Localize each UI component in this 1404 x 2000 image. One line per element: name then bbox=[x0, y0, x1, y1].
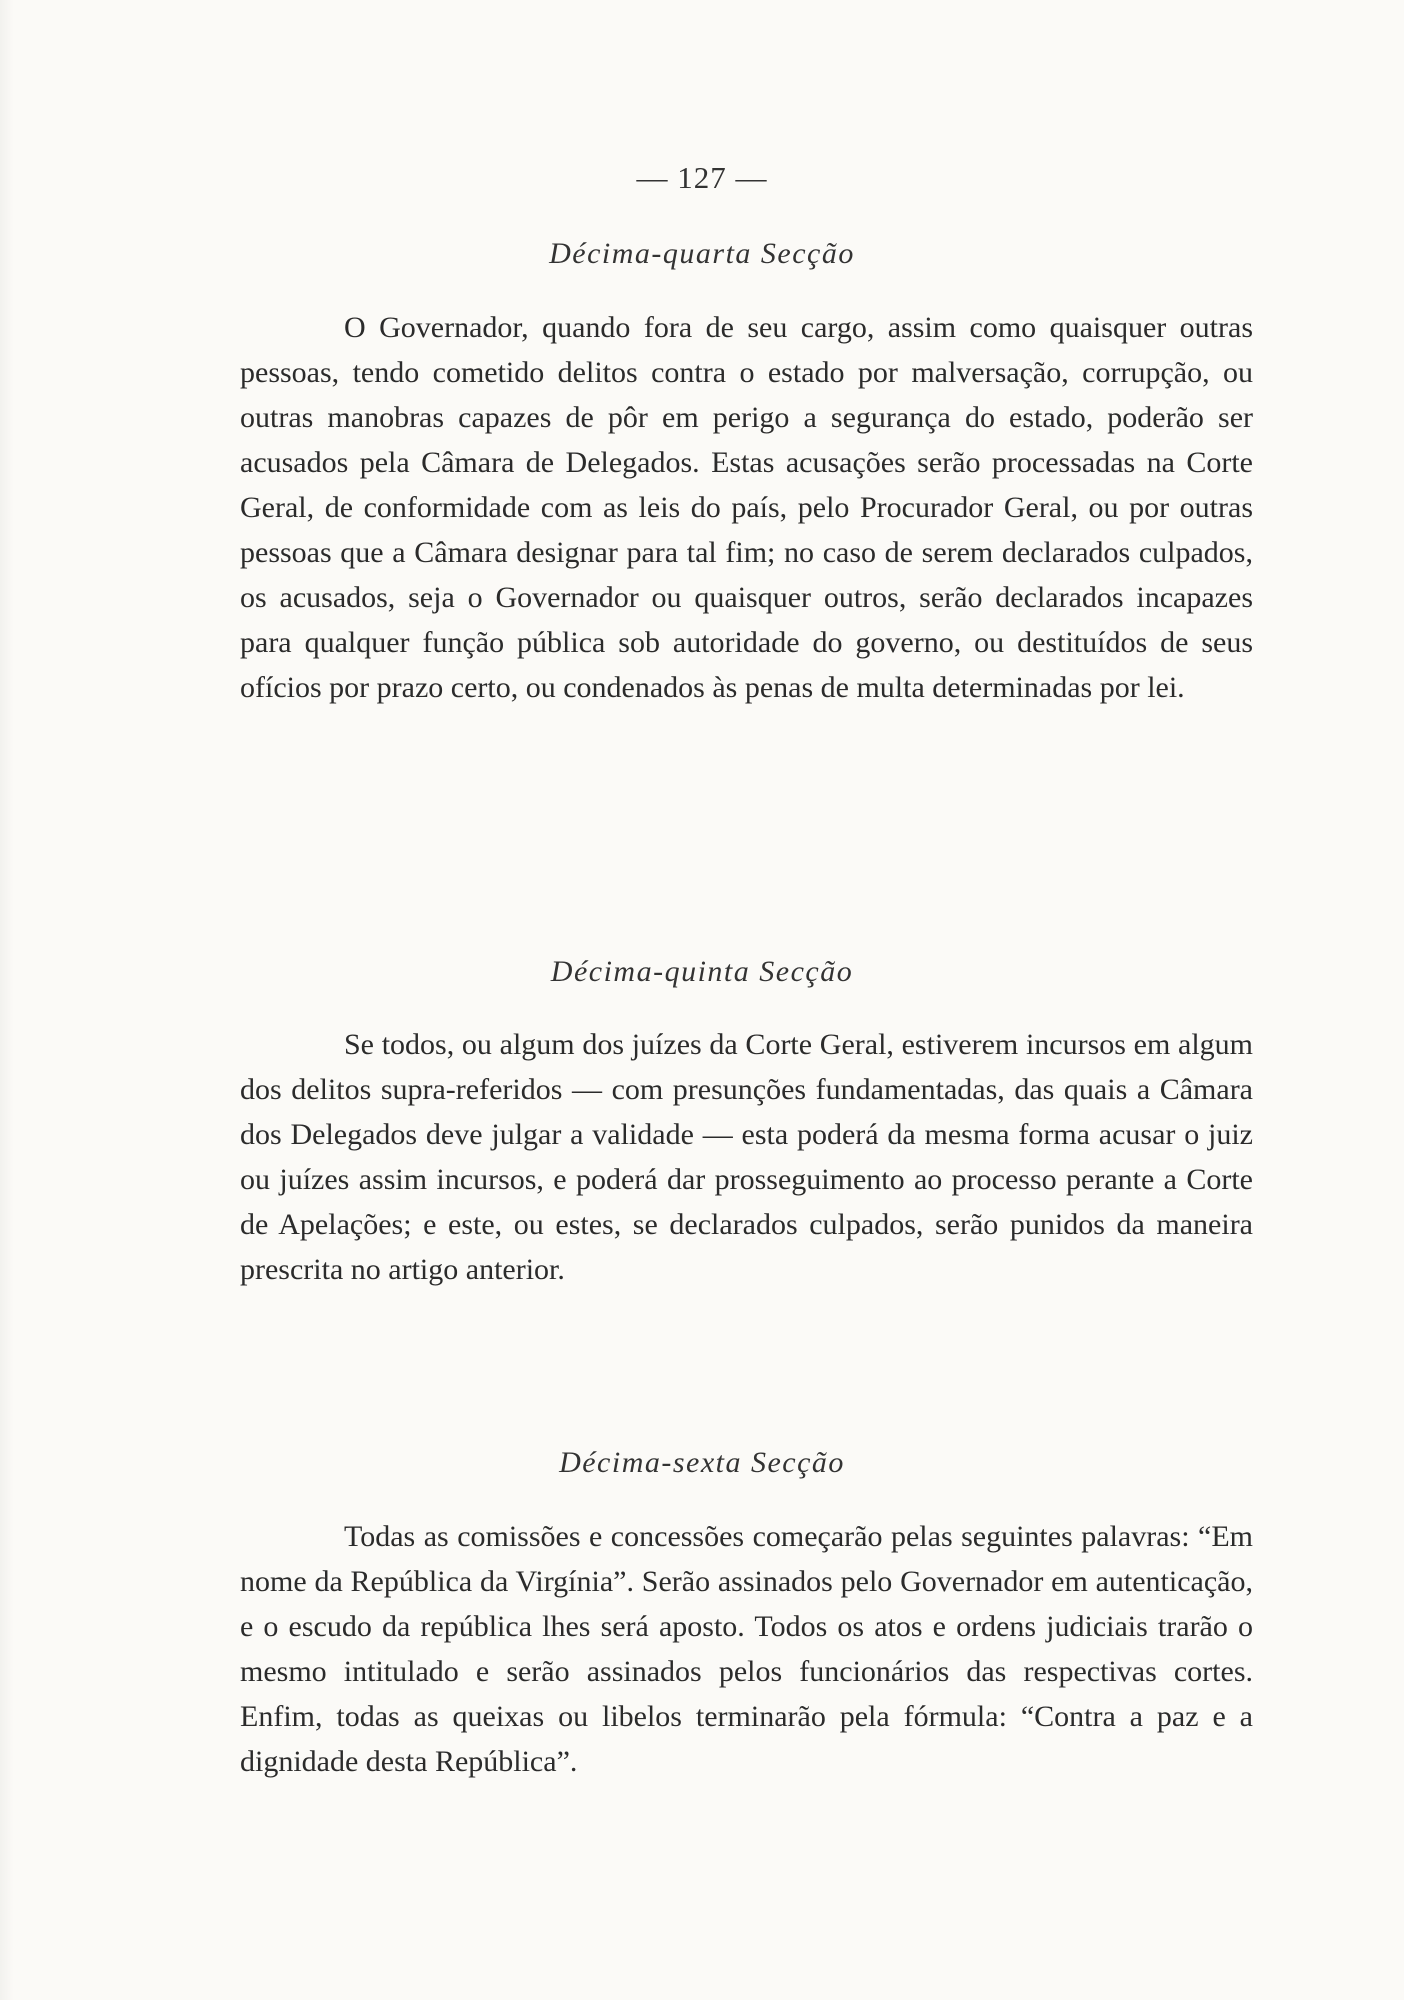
section-title-15: Décima-quinta Secção bbox=[550, 955, 854, 988]
section-body-14: O Governador, quando fora de seu cargo, assim como quaisquer outras pessoas, tendo cometido delitos contra o estado por malversação, corrupção, ou outras manobras capazes de pôr em perigo a segurança do estado, poderão ser acusados pela Câmara de Delegados. Estas acusações serão processadas na Corte Geral, de conformidade com as leis do país, pelo Procurador Geral, ou por outras pessoas que a Câmara designar para tal fim; no caso de serem declarados culpados, os acusados, seja o Governador ou quaisquer outros, serão declarados incapazes para qualquer função pública sob autoridade do governo, ou destituídos de seus ofícios por prazo certo, ou condenados às penas de multa determinadas por lei. bbox=[240, 311, 1253, 704]
scan-edge-shadow bbox=[0, 0, 14, 2000]
section-body-16: Todas as comissões e concessões começarão pelas seguintes palavras: “Em nome da República da Virgínia”. Serão assinados pelo Governador em autenticação, e o escudo da república lhes será aposto. Todos os atos e ordens judiciais trarão o mesmo intitulado e serão assinados pelos funcionários das respectivas cortes. Enfim, todas as queixas ou libelos terminarão pela fórmula: “Contra a paz e a dignidade desta República”. bbox=[240, 1520, 1253, 1778]
section-title-14: Décima-quarta Secção bbox=[549, 237, 855, 270]
section-body-14-block bbox=[240, 305, 1253, 710]
section-body-15-block bbox=[240, 1022, 1253, 1292]
section-title-16: Décima-sexta Secção bbox=[559, 1446, 845, 1479]
page-number: — 127 — bbox=[636, 160, 768, 195]
section-body-15: Se todos, ou algum dos juízes da Corte Geral, estiverem incursos em algum dos delitos supra-referidos — com presunções fundamentadas, das quais a Câmara dos Delegados deve julgar a validade — esta poderá da mesma forma acusar o juiz ou juízes assim incursos, e poderá dar prosseguimento ao processo perante a Corte de Apelações; e este, ou estes, se declarados culpados, serão punidos da maneira prescrita no artigo anterior. bbox=[240, 1028, 1253, 1286]
section-body-16-block bbox=[240, 1514, 1253, 1784]
